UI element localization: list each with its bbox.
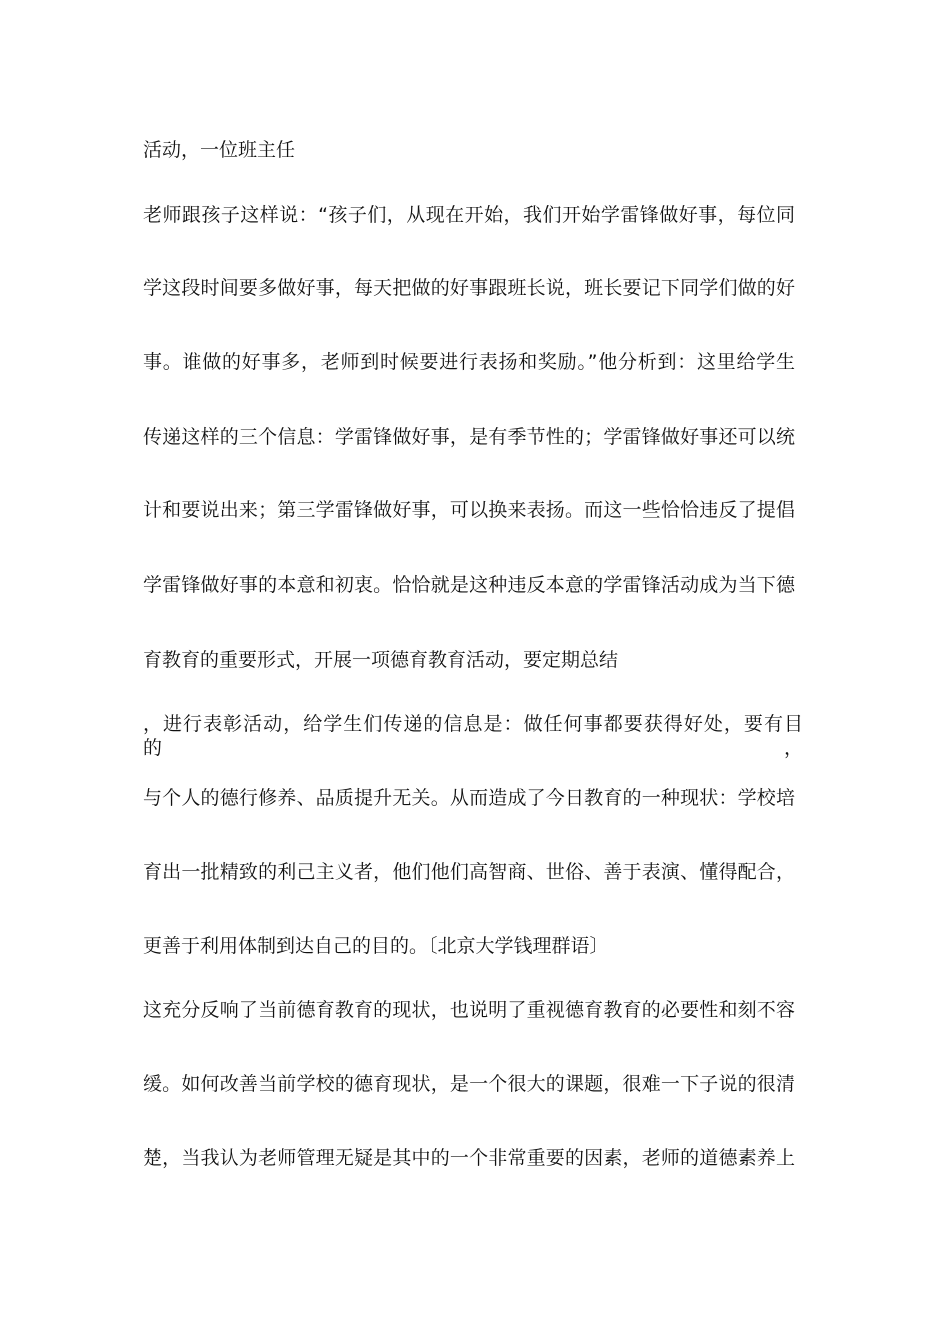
text-line: 这充分反响了当前德育教育的现状，也说明了重视德育教育的必要性和刻不容 (143, 999, 795, 1021)
text-line: 计和要说出来；第三学雷锋做好事，可以换来表扬。而这一些恰恰违反了提倡 (143, 499, 795, 521)
text-line: 学这段时间要多做好事，每天把做的好事跟班长说，班长要记下同学们做的好 (143, 277, 795, 299)
text-line: 缓。如何改善当前学校的德育现状，是一个很大的课题，很难一下子说的很清 (143, 1073, 795, 1095)
text-line: 学雷锋做好事的本意和初衷。恰恰就是这种违反本意的学雷锋活动成为当下德 (143, 574, 795, 596)
text-line: 育出一批精致的利己主义者，他们他们高智商、世俗、善于表演、懂得配合， (143, 861, 795, 883)
text-line: 育教育的重要形式，开展一项德育教育活动，要定期总结 (143, 649, 619, 671)
text-line: 更善于利用体制到达自己的目的。〔北京大学钱理群语〕 (143, 935, 609, 957)
text-line: 老师跟孩子这样说：“孩子们，从现在开始，我们开始学雷锋做好事，每位同 (143, 204, 795, 226)
text-line: 传递这样的三个信息：学雷锋做好事，是有季节性的；学雷锋做好事还可以统 (143, 426, 795, 448)
text-line: 楚，当我认为老师管理无疑是其中的一个非常重要的因素，老师的道德素养上 (143, 1147, 795, 1169)
text-line: ，进行表彰活动，给学生们传递的信息是：做任何事都要获得好处，要有目的， (143, 713, 803, 759)
text-line: 与个人的德行修养、品质提升无关。从而造成了今日教育的一种现状：学校培 (143, 787, 795, 809)
text-line: 活动，一位班主任 (143, 139, 296, 161)
text-line: 事。谁做的好事多，老师到时候要进行表扬和奖励。”他分析到：这里给学生 (143, 351, 795, 373)
